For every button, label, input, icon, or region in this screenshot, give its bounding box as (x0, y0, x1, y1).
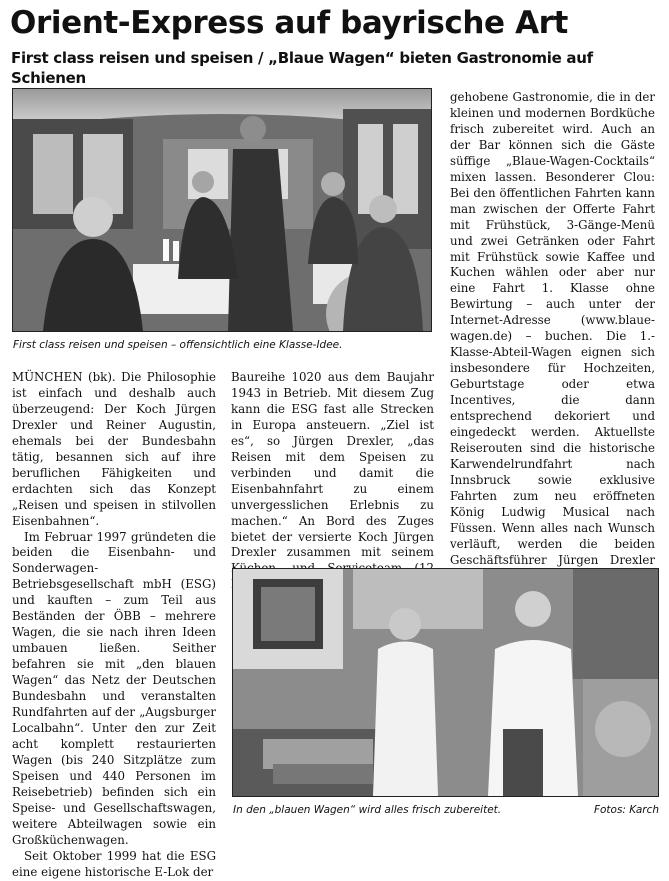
article-paragraph: Seit Oktober 1999 hat die ESG eine eigene historische E-Lok der (12, 848, 216, 879)
article-column-1 (12, 370, 216, 881)
article-column-2 (231, 370, 434, 593)
headline: Orient-Express auf bayrische Art (10, 5, 568, 41)
kitchen-photo (232, 568, 659, 797)
kitchen-caption: In den „blauen Wagen“ wird alles frisch zubereitet. (233, 804, 502, 816)
article-paragraph: Im Februar 1997 gründeten die beiden die Eisenbahn- und Sonderwagen-Betriebsgesellschaft mbH (ESG) und kauften – zum Teil aus Beständen der ÖBB – mehrere Wagen, die sie nach ihren Ideen umbauen ließen. Seither befahren sie mit „den blauen Wagen“ das Netz der Deutschen Bundesbahn und veranstalten Rundfahrten auf der „Augsburger Localbahn“. Unter den zur Zeit acht komplett restaurierten Wagen (bis 240 Sitzplätze zum Speisen und 440 Personen im Reisebetrieb) befinden sich ein Speise- und Gesellschaftswagen, weitere Abteilwagen sowie ein Großküchenwagen. (12, 529, 216, 847)
article-paragraph: MÜNCHEN (bk). Die Philosophie ist einfach und deshalb auch überzeugend: Der Koch Jürgen Drexler und Reiner Augustin, ehemals bei der Bundesbahn tätig, besannen sich auf ihre beruflichen Fähigkeiten und erdachten sich das Konzept „Reisen und speisen in stilvollen Eisenbahnen“. (12, 370, 216, 528)
subheadline: First class reisen und speisen / „Blaue Wagen“ bieten Gastronomie auf Schienen (11, 49, 593, 87)
article-paragraph: gehobene Gastronomie, die in der kleinen und modernen Bordküche frisch zubereitet wird. Auch an der Bar können sich die Gäste süffige „Blaue-Wagen-Cocktails“ mixen lassen. Besonderer Clou: Bei den öffentlichen Fahrten kann man zwischen der Offerte Fahrt mit Frühstück, 3-Gänge-Menü und zwei Getränken oder Fahrt mit Frühstück sowie Kaffee und Kuchen wählen oder aber nur eine Fahrt 1. Klasse ohne Bewirtung – auch unter der Internet-Adresse (www.blaue-wagen.de) – buchen. Die 1.-Klasse-Abteil-Wagen eignen sich insbesondere für Hochzeiten, Geburtstage oder etwa Incentives, die dann entsprechend dekoriert und eingedeckt werden. Aktuellste Reiserouten sind die historische Karwendelrundfahrt nach Innsbruck sowie exklusive Fahrten zum neu eröffneten König Ludwig Musical nach Füssen. Wenn alles nach Wunsch verläuft, werden die beiden Geschäftsführer Jürgen Drexler (450, 90, 655, 567)
article-paragraph: Baureihe 1020 aus dem Baujahr 1943 in Betrieb. Mit diesem Zug kann die ESG fast alle Strecken in Europa ansteuern. „Ziel ist es“, so Jürgen Drexler, „das Reisen mit dem Speisen zu verbinden und damit die Eisenbahnfahrt zu einem unvergesslichen Erlebnis zu machen.“ An Bord des Zuges bietet der versierte Koch Jürgen Drexler zusammen mit seinem (231, 370, 434, 560)
photo-credit: Fotos: Karch (593, 804, 659, 816)
dining-car-photo (12, 88, 432, 332)
dining-car-caption: First class reisen und speisen – offensichtlich eine Klasse-Idee. (13, 339, 343, 351)
article-column-3 (450, 90, 655, 616)
